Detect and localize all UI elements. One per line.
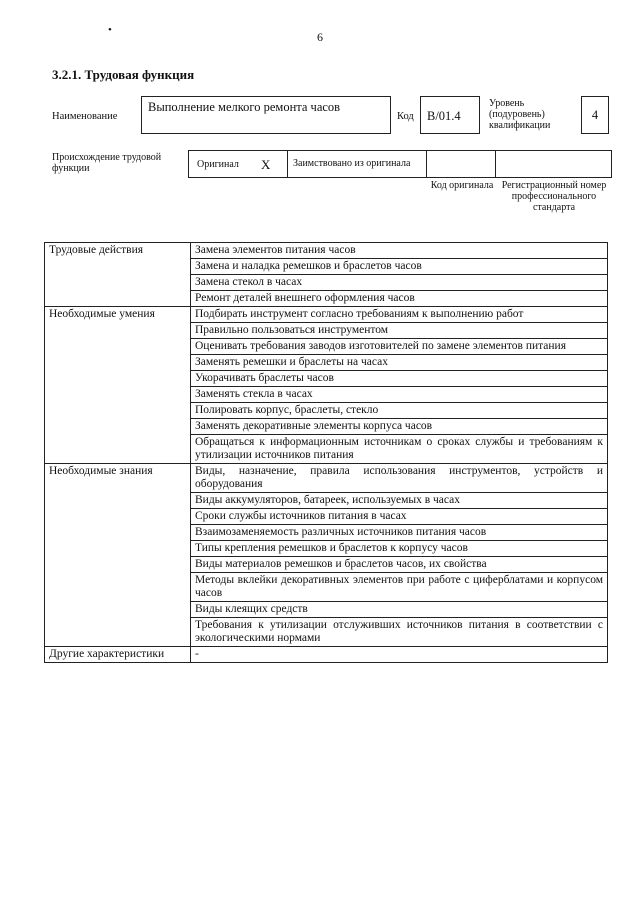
labor-actions-item: Ремонт деталей внешнего оформления часов (191, 291, 608, 307)
name-label: Наименование (52, 111, 118, 122)
name-value: Выполнение мелкого ремонта часов (148, 100, 341, 114)
origin-label: Происхождение трудовой функции (52, 152, 162, 174)
name-value-box (141, 96, 391, 134)
table-row (45, 307, 608, 323)
required-knowledge-item: Виды материалов ремешков и браслетов часов, их свойства (191, 557, 608, 573)
original-label: Оригинал (197, 159, 239, 170)
code-caption: Код оригинала (430, 180, 494, 191)
required-knowledge-item: Сроки службы источников питания в часах (191, 509, 608, 525)
labor-actions-item: Замена элементов питания часов (191, 243, 608, 259)
required-skills-header: Необходимые умения (45, 307, 191, 464)
required-skills-item: Заменять декоративные элементы корпуса часов (191, 419, 608, 435)
code-value-box (420, 96, 480, 134)
borrowed-cell (287, 150, 427, 178)
borrowed-label: Заимствовано из оригинала (293, 158, 411, 169)
code-value: B/01.4 (427, 109, 461, 123)
code-label: Код (397, 111, 414, 122)
required-knowledge-item: Виды аккумуляторов, батареек, используемых в часах (191, 493, 608, 509)
required-knowledge-item: Виды, назначение, правила использования инструментов, устройств и оборудования (191, 464, 608, 493)
required-knowledge-item: Требования к утилизации отслуживших источников питания в соответствии с экологическими нормами (191, 618, 608, 647)
table-row (45, 464, 608, 493)
required-knowledge-item: Виды клеящих средств (191, 602, 608, 618)
required-skills-item: Укорачивать браслеты часов (191, 371, 608, 387)
reg-caption: Регистрационный номер профессионального стандарта (501, 180, 607, 213)
origin-grid (188, 150, 612, 178)
table-row (45, 647, 608, 663)
origin-code-cell (426, 150, 496, 178)
other-characteristics-header: Другие характеристики (45, 647, 191, 663)
reg-number-cell (495, 150, 612, 178)
required-skills-item: Правильно пользоваться инструментом (191, 323, 608, 339)
labor-actions-item: Замена стекол в часах (191, 275, 608, 291)
required-skills-item: Оценивать требования заводов изготовителей по замене элементов питания (191, 339, 608, 355)
level-value: 4 (591, 108, 599, 122)
original-mark: X (261, 157, 271, 172)
required-skills-item: Заменять ремешки и браслеты на часах (191, 355, 608, 371)
level-value-box (581, 96, 609, 134)
page-number: 6 (317, 30, 323, 44)
required-knowledge-item: Методы вклейки декоративных элементов при работе с циферблатами и корпусом часов (191, 573, 608, 602)
required-skills-item: Обращаться к информационным источникам о сроках службы и требованиям к утилизации источников питания (191, 435, 608, 464)
required-knowledge-item: Типы крепления ремешков и браслетов к корпусу часов (191, 541, 608, 557)
labor-function-table (44, 242, 608, 663)
original-cell (188, 150, 288, 178)
section-title: 3.2.1. Трудовая функция (52, 67, 195, 82)
other-characteristics-item: - (191, 647, 608, 663)
required-skills-item: Подбирать инструмент согласно требованиям к выполнению работ (191, 307, 608, 323)
required-skills-item: Полировать корпус, браслеты, стекло (191, 403, 608, 419)
labor-actions-header: Трудовые действия (45, 243, 191, 307)
required-knowledge-item: Взаимозаменяемость различных источников питания часов (191, 525, 608, 541)
table-row (45, 243, 608, 259)
required-skills-item: Заменять стекла в часах (191, 387, 608, 403)
required-knowledge-header: Необходимые знания (45, 464, 191, 647)
corner-mark: • (108, 24, 112, 36)
level-label: Уровень (подуровень) квалификации (489, 98, 551, 131)
labor-actions-item: Замена и наладка ремешков и браслетов часов (191, 259, 608, 275)
